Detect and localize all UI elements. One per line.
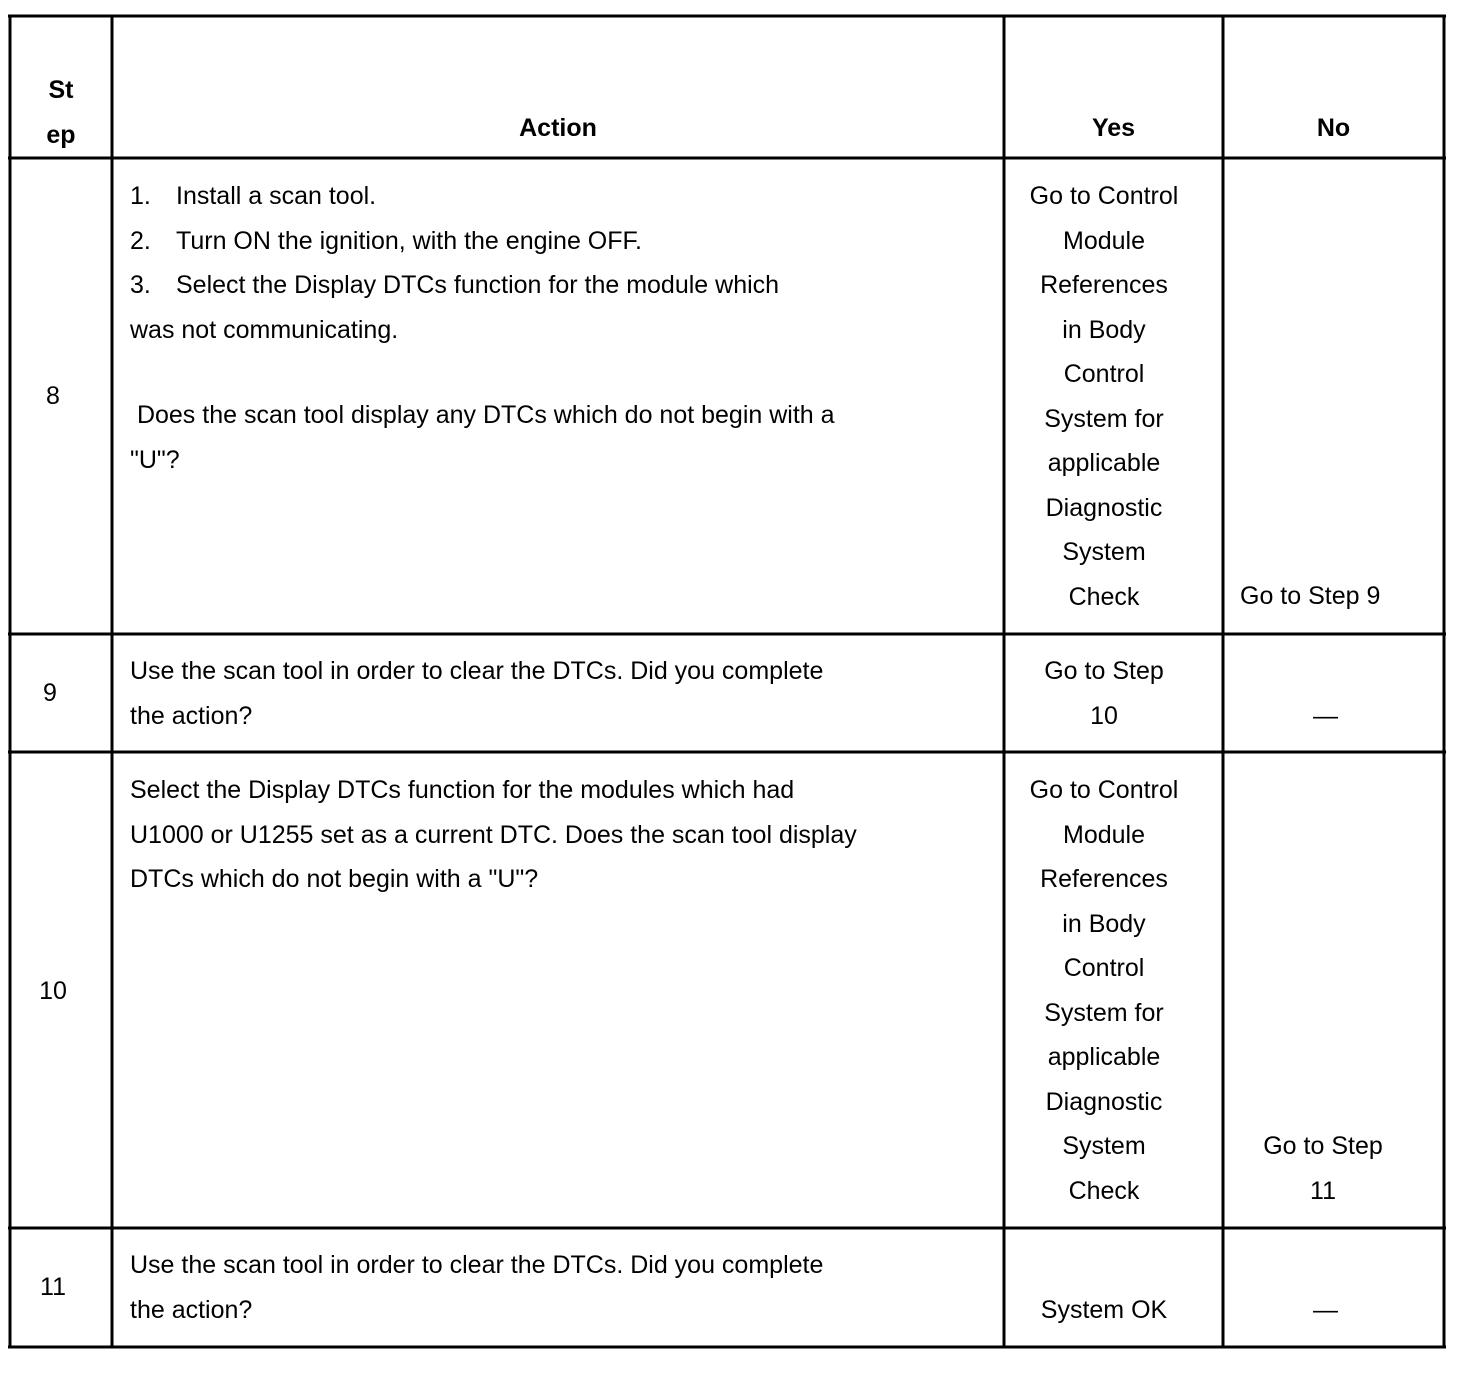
- no-line: —: [1313, 1296, 1338, 1324]
- action-line: the action?: [130, 701, 253, 730]
- step-number-text: 8: [46, 382, 60, 410]
- action-continuation: was not communicating.: [130, 315, 399, 344]
- list-text: Select the Display DTCs function for the module which: [176, 271, 780, 299]
- step-number: [10, 969, 96, 1014]
- no-line: Go to Step 9: [1240, 582, 1381, 610]
- header-yes: [1004, 106, 1223, 151]
- no-cell: [1223, 1288, 1428, 1333]
- header-step-line: St: [48, 76, 74, 104]
- yes-cell: [1004, 174, 1204, 619]
- action-list-item: [130, 219, 779, 264]
- list-number: 1.: [130, 182, 151, 210]
- yes-line: applicable: [1047, 1043, 1161, 1071]
- no-cell: [1223, 694, 1428, 739]
- header-no-label: No: [1316, 114, 1351, 142]
- step-number: [10, 671, 90, 716]
- action-line: the action?: [130, 1295, 253, 1324]
- list-text: Install a scan tool.: [176, 182, 377, 210]
- list-number: 2.: [130, 226, 151, 255]
- list-number: 3.: [130, 271, 151, 299]
- action-line: U1000 or U1255 set as a current DTC. Does the scan tool display: [130, 820, 857, 849]
- action-cell: [130, 649, 823, 738]
- yes-line: Diagnostic: [1045, 1087, 1163, 1116]
- no-cell: [1240, 574, 1380, 619]
- step-number: [10, 1265, 96, 1310]
- yes-line: Module: [1063, 820, 1145, 849]
- header-action-label: Action: [519, 114, 597, 142]
- action-line: Use the scan tool in order to clear the DTCs. Did you complete: [130, 1251, 824, 1279]
- action-line: DTCs which do not begin with a "U"?: [130, 865, 539, 893]
- header-step: [10, 68, 112, 157]
- yes-cell: [1004, 649, 1204, 738]
- yes-line: Go to Control: [1029, 776, 1179, 804]
- yes-line: System: [1062, 538, 1146, 566]
- action-line: Use the scan tool in order to clear the DTCs. Did you complete: [130, 657, 824, 685]
- yes-line: Control: [1063, 954, 1145, 982]
- yes-line: System for: [1044, 998, 1164, 1027]
- action-line: Does the scan tool display any DTCs which do not begin with a: [130, 401, 835, 429]
- yes-line: in Body: [1062, 315, 1146, 344]
- action-line: "U"?: [130, 445, 180, 474]
- yes-line: in Body: [1062, 909, 1146, 938]
- yes-line: Module: [1063, 226, 1145, 255]
- yes-line: Check: [1068, 582, 1140, 611]
- yes-line: Check: [1068, 1176, 1140, 1205]
- header-yes-label: Yes: [1091, 114, 1136, 142]
- step-number: [10, 374, 96, 419]
- yes-line: Go to Control: [1029, 182, 1179, 210]
- header-step-line: ep: [46, 120, 76, 149]
- action-cell: [130, 174, 779, 352]
- action-line: Select the Display DTCs function for the modules which had: [130, 776, 795, 804]
- yes-line: References: [1040, 865, 1168, 893]
- no-line: Go to Step: [1263, 1132, 1383, 1160]
- header-action: [112, 106, 1004, 151]
- yes-line: Diagnostic: [1045, 493, 1163, 522]
- no-cell: [1223, 1124, 1423, 1213]
- action-list-item: [130, 263, 779, 308]
- yes-line: Control: [1063, 360, 1145, 388]
- header-no: [1223, 106, 1444, 151]
- step-number-text: 9: [43, 679, 57, 707]
- step-number-text: 11: [40, 1273, 66, 1301]
- yes-line: applicable: [1047, 449, 1161, 477]
- yes-line: System OK: [1040, 1296, 1168, 1324]
- no-line: 11: [1310, 1176, 1336, 1205]
- step-number-text: 10: [39, 977, 67, 1005]
- yes-line: System: [1062, 1132, 1146, 1160]
- action-question: [130, 393, 835, 482]
- yes-line: System for: [1044, 404, 1164, 433]
- yes-line: References: [1040, 271, 1168, 299]
- action-cell: [130, 1243, 823, 1332]
- list-text: Turn ON the ignition, with the engine OFF.: [176, 226, 642, 255]
- action-cell: [130, 768, 857, 902]
- action-list-item: [130, 174, 779, 219]
- no-line: —: [1313, 702, 1338, 730]
- yes-line: 10: [1090, 701, 1118, 730]
- yes-cell: [1004, 768, 1204, 1213]
- yes-line: Go to Step: [1044, 657, 1164, 685]
- yes-cell: [1004, 1288, 1204, 1333]
